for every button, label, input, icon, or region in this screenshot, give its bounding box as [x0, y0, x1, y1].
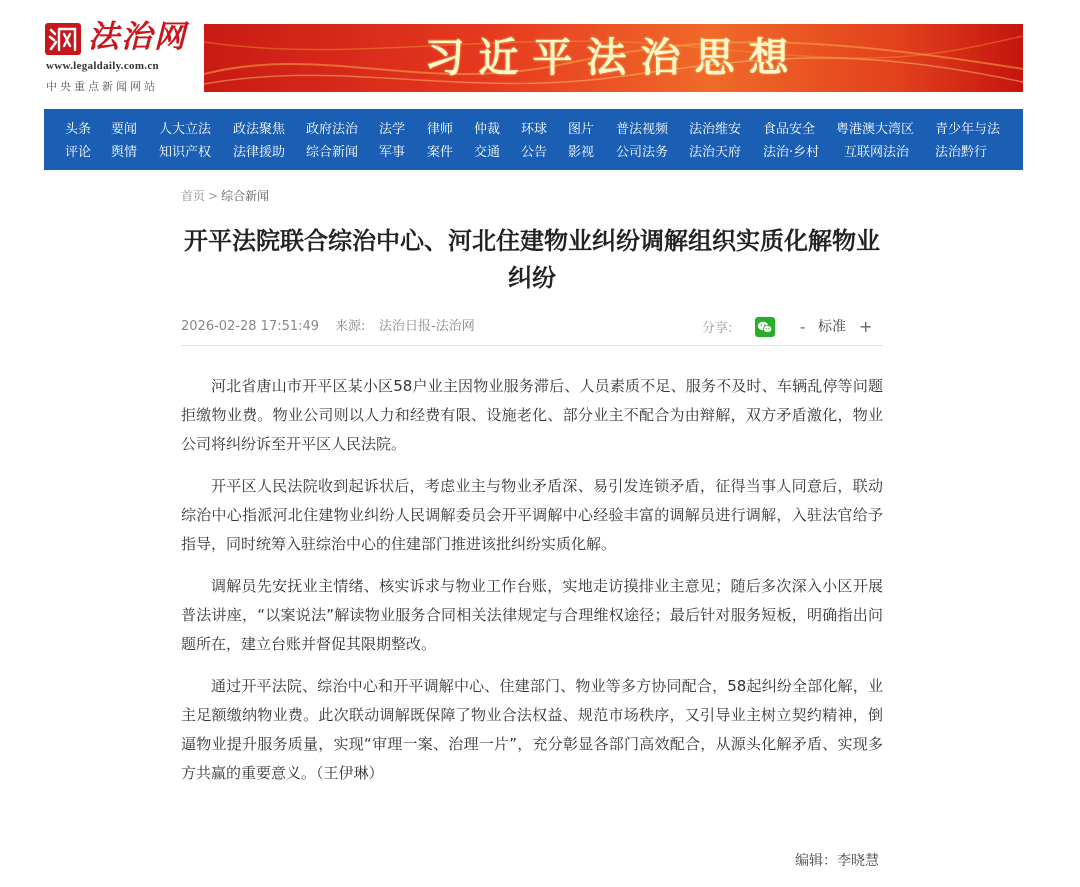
nav-item[interactable]: 图片 — [568, 122, 595, 137]
breadcrumb-separator: > — [208, 189, 219, 203]
nav-item[interactable]: 要闻 — [111, 122, 138, 137]
editor-credit: 编辑：李晓慧 — [795, 853, 879, 869]
nav-item[interactable]: 法治黔行 — [935, 145, 988, 160]
article-paragraph: 开平区人民法院收到起诉状后，考虑业主与物业矛盾深、易引发连锁矛盾，征得当事人同意后，联动综治中心指派河北住建物业纠纷人民调解委员会开平调解中心经验丰富的调解员进行调解，入驻法官给予指导，同时统筹入驻综治中心的住建部门推进该批纠纷实质化解。 — [181, 477, 883, 553]
logo-url: www.legaldaily.com.cn — [46, 60, 159, 72]
nav-item[interactable]: 青少年与法 — [935, 122, 1001, 137]
nav-item[interactable]: 政府法治 — [306, 122, 359, 137]
logo-text: 法治网 — [88, 19, 187, 55]
nav-item[interactable]: 互联网法治 — [844, 145, 910, 160]
nav-item[interactable]: 案件 — [427, 145, 454, 160]
nav-item[interactable]: 知识产权 — [159, 145, 212, 160]
font-size-label: 标准 — [818, 319, 846, 335]
nav-item[interactable]: 公告 — [521, 145, 548, 160]
nav-item[interactable]: 人大立法 — [159, 122, 212, 137]
nav-item[interactable]: 普法视频 — [616, 122, 669, 137]
article-paragraph: 通过开平法院、综治中心和开平调解中心、住建部门、物业等多方协同配合，58起纠纷全部化解，业主足额缴纳物业费。此次联动调解既保障了物业合法权益、规范市场秩序，又引导业主树立契约精神，倒逼物业提升服务质量，实现“审理一案、治理一片”，充分彰显各部门高效配合，从源头化解矛盾、实现多方共赢的重要意义。（王伊琳） — [181, 677, 883, 782]
publish-time: 2026-02-28 17:51:49 — [181, 319, 320, 334]
source-name: 法治日报-法治网 — [379, 319, 475, 334]
breadcrumb-home-link[interactable]: 首页 — [181, 189, 206, 203]
wechat-icon[interactable] — [755, 317, 775, 337]
wechat-glyph-icon — [755, 317, 775, 337]
header-banner[interactable] — [204, 24, 1023, 92]
nav-item[interactable]: 法学 — [379, 122, 406, 137]
nav-item[interactable]: 环球 — [521, 122, 548, 137]
nav-item[interactable]: 头条 — [65, 122, 92, 137]
nav-item[interactable]: 军事 — [379, 145, 406, 160]
article-title: 开平法院联合综治中心、河北住建物业纠纷调解组织实质化解物业纠纷 — [184, 227, 880, 292]
logo-subtitle: 中央重点新闻网站 — [46, 80, 158, 93]
nav-item[interactable]: 食品安全 — [763, 122, 816, 137]
nav-item[interactable]: 法治·乡村 — [763, 145, 820, 160]
breadcrumb-current-link[interactable]: 综合新闻 — [221, 189, 270, 203]
font-increase-button[interactable]: + — [859, 317, 873, 336]
article-meta — [181, 316, 883, 338]
nav-row-1 — [44, 119, 1023, 141]
logo-emblem-icon — [44, 20, 82, 56]
nav-item[interactable]: 综合新闻 — [306, 145, 359, 160]
article-paragraph: 河北省唐山市开平区某小区58户业主因物业服务滞后、人员素质不足、服务不及时、车辆乱停等问题拒缴物业费。物业公司则以人力和经费有限、设施老化、部分业主不配合为由辩解，双方矛盾激化，物业公司将纠纷诉至开平区人民法院。 — [181, 377, 883, 453]
site-logo[interactable] — [44, 16, 194, 96]
nav-item[interactable]: 公司法务 — [616, 145, 669, 160]
font-decrease-button[interactable]: - — [800, 318, 806, 336]
banner-title: 习近平法治思想 — [424, 34, 803, 81]
breadcrumb — [181, 187, 269, 205]
nav-item[interactable]: 交通 — [474, 145, 501, 160]
nav-item[interactable]: 粤港澳大湾区 — [836, 122, 915, 137]
nav-item[interactable]: 舆情 — [111, 145, 138, 160]
share-label: 分享: — [702, 321, 733, 336]
site-header — [0, 0, 1080, 108]
nav-item[interactable]: 法治维安 — [689, 122, 742, 137]
main-nav — [44, 109, 1023, 170]
nav-item[interactable]: 律师 — [427, 122, 454, 137]
nav-row-2 — [44, 142, 1023, 164]
nav-item[interactable]: 影视 — [568, 145, 595, 160]
nav-item[interactable]: 法律援助 — [233, 145, 286, 160]
meta-divider — [181, 345, 883, 346]
article-body — [181, 372, 883, 801]
source-label: 来源: — [335, 319, 366, 334]
nav-item[interactable]: 仲裁 — [474, 122, 501, 137]
article-paragraph: 调解员先安抚业主情绪、核实诉求与物业工作台账，实地走访摸排业主意见；随后多次深入小区开展普法讲座，“以案说法”解读物业服务合同相关法律规定与合理维权途径；最后针对服务短板，明确指出问题所在，建立台账并督促其限期整改。 — [181, 577, 883, 653]
nav-item[interactable]: 政法聚焦 — [233, 122, 286, 137]
nav-item[interactable]: 法治天府 — [689, 145, 742, 160]
nav-item[interactable]: 评论 — [65, 145, 92, 160]
